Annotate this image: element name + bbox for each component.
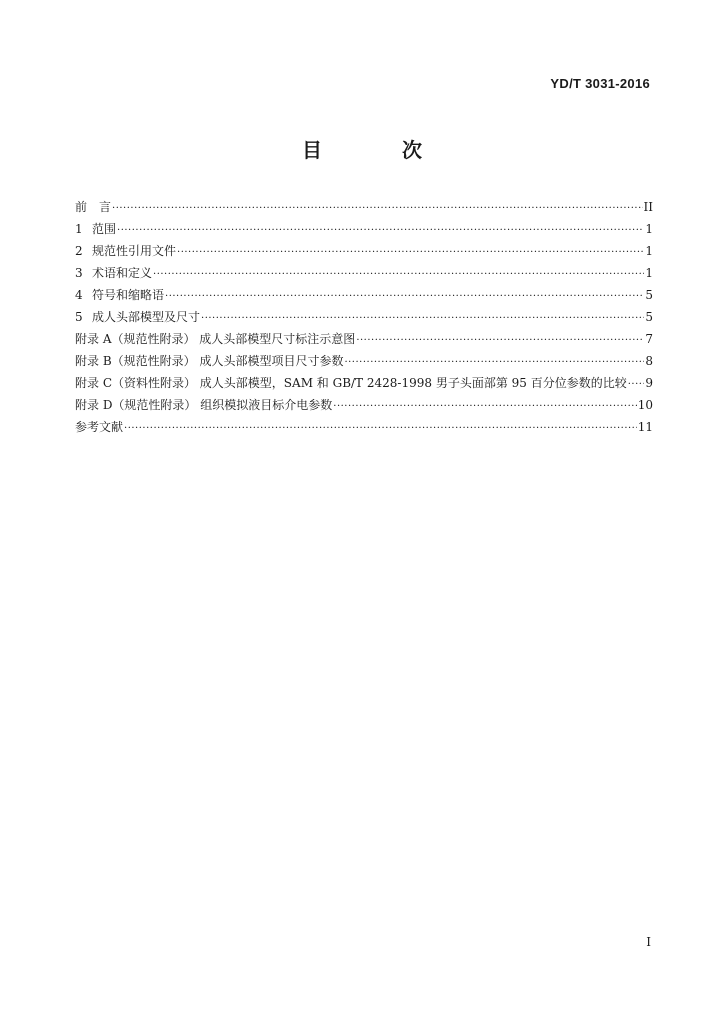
- toc-entry-number: 3: [75, 266, 83, 280]
- toc-leader-dots: [177, 242, 644, 264]
- toc-entry-annex-b[interactable]: [75, 350, 653, 372]
- toc-leader-dots: [333, 396, 636, 418]
- toc-entry-label: 成人头部模型及尺寸: [92, 310, 201, 324]
- toc-leader-dots: [344, 352, 644, 374]
- toc-entry-annex-d[interactable]: [75, 394, 653, 416]
- toc-entry-page: 8: [645, 354, 653, 368]
- toc-entry-page: 11: [637, 420, 653, 434]
- toc-entry-number: 5: [75, 310, 83, 324]
- toc-entry-page: 1: [645, 266, 653, 280]
- toc-entry-head-model-dimensions[interactable]: [75, 306, 653, 328]
- toc-entry-page: 1: [645, 244, 653, 258]
- standard-code: YD/T 3031-2016: [550, 76, 650, 91]
- toc-entry-label: 规范性引用文件: [92, 244, 177, 258]
- page-number: I: [646, 935, 651, 949]
- toc-entry-number: 4: [75, 288, 83, 302]
- toc-leader-dots: [124, 418, 637, 440]
- toc-leader-dots: [356, 330, 644, 352]
- toc-entry-label: 附录 B（规范性附录） 成人头部模型项目尺寸参数: [75, 354, 344, 368]
- toc-entry-page: 7: [645, 332, 653, 346]
- toc-entry-page: 10: [637, 398, 653, 412]
- toc-entry-label: 附录 C（资料性附录） 成人头部模型，SAM 和 GB/T 2428-1998 男子头面部第 95 百分位参数的比较: [75, 376, 627, 390]
- toc-entry-bibliography[interactable]: [75, 416, 653, 438]
- toc-entry-symbols-abbreviations[interactable]: [75, 284, 653, 306]
- toc-entry-label: 符号和缩略语: [92, 288, 165, 302]
- toc-leader-dots: [628, 374, 645, 396]
- toc-entry-label: 前 言: [75, 200, 112, 214]
- toc-leader-dots: [165, 286, 644, 308]
- toc-entry-page: 5: [645, 310, 653, 324]
- toc-entry-page: 5: [645, 288, 653, 302]
- toc-entry-label: 参考文献: [75, 420, 124, 434]
- toc-entry-number: 1: [75, 222, 83, 236]
- toc-entry-page: 1: [645, 222, 653, 236]
- toc-entry-terms-definitions[interactable]: [75, 262, 653, 284]
- toc-leader-dots: [201, 308, 644, 330]
- toc-leader-dots: [112, 198, 643, 220]
- toc-entry-page: 9: [645, 376, 653, 390]
- toc-entry-label: 附录 D（规范性附录） 组织模拟液目标介电参数: [75, 398, 333, 412]
- toc-leader-dots: [153, 264, 644, 286]
- table-of-contents: [75, 196, 653, 438]
- toc-entry-page: II: [643, 200, 653, 214]
- toc-entry-label: 范围: [92, 222, 117, 236]
- toc-entry-label: 术语和定义: [92, 266, 153, 280]
- toc-entry-label: 附录 A（规范性附录） 成人头部模型尺寸标注示意图: [75, 332, 356, 346]
- toc-entry-foreword[interactable]: [75, 196, 653, 218]
- toc-entry-annex-c[interactable]: [75, 372, 653, 394]
- toc-entry-normative-references[interactable]: [75, 240, 653, 262]
- toc-entry-number: 2: [75, 244, 83, 258]
- toc-leader-dots: [117, 220, 644, 242]
- toc-entry-annex-a[interactable]: [75, 328, 653, 350]
- page-title: 目 次: [302, 138, 452, 162]
- toc-entry-scope[interactable]: [75, 218, 653, 240]
